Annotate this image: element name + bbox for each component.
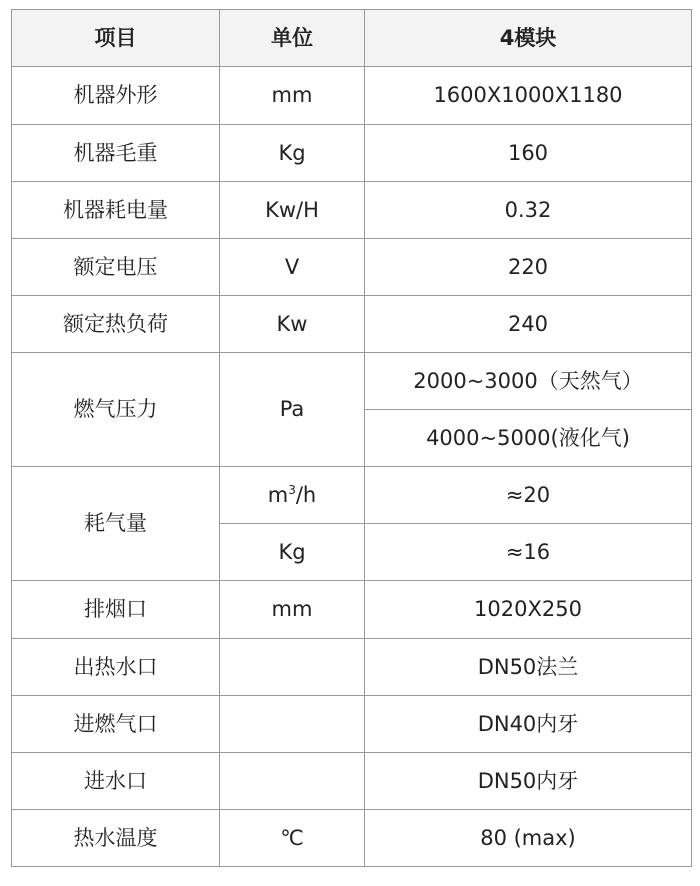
header-item: 项目 [12, 10, 220, 67]
row-value: 220 [365, 239, 692, 296]
table-row [12, 639, 692, 696]
row-item-gas-pressure: 燃气压力 [12, 353, 220, 467]
row-item-gas-consumption: 耗气量 [12, 467, 220, 581]
row-item: 额定电压 [12, 239, 220, 296]
row-unit: Kw [220, 296, 365, 353]
row-value: 80 (max) [365, 810, 692, 867]
table-row [12, 753, 692, 810]
row-value: 160 [365, 125, 692, 182]
row-item: 机器外形 [12, 67, 220, 125]
row-unit: ℃ [220, 810, 365, 867]
row-unit-m3h [220, 467, 365, 524]
row-value: 1600X1000X1180 [365, 67, 692, 125]
unit-base: m [267, 482, 289, 507]
table-row [12, 581, 692, 639]
table-row [12, 125, 692, 182]
row-value: ≈16 [365, 524, 692, 581]
row-value: DN40内牙 [365, 696, 692, 753]
row-item: 额定热负荷 [12, 296, 220, 353]
row-value: 0.32 [365, 182, 692, 239]
table-row [12, 696, 692, 753]
row-unit: V [220, 239, 365, 296]
row-value: ≈20 [365, 467, 692, 524]
spec-table [11, 9, 692, 867]
table-header-row [12, 10, 692, 67]
row-unit [220, 639, 365, 696]
row-value: 1020X250 [365, 581, 692, 639]
row-unit [220, 753, 365, 810]
row-item: 进水口 [12, 753, 220, 810]
table-row [12, 67, 692, 125]
row-value: DN50内牙 [365, 753, 692, 810]
row-unit: Kg [220, 125, 365, 182]
row-value: 240 [365, 296, 692, 353]
row-item: 排烟口 [12, 581, 220, 639]
row-unit: Kw/H [220, 182, 365, 239]
row-value-natural-gas: 2000~3000（天然气） [365, 353, 692, 410]
row-unit-gas-pressure: Pa [220, 353, 365, 467]
row-item: 机器毛重 [12, 125, 220, 182]
table-row [12, 182, 692, 239]
table-row [12, 296, 692, 353]
row-unit: Kg [220, 524, 365, 581]
row-item: 热水温度 [12, 810, 220, 867]
header-unit: 单位 [220, 10, 365, 67]
row-item: 进燃气口 [12, 696, 220, 753]
row-item: 机器耗电量 [12, 182, 220, 239]
row-unit: mm [220, 67, 365, 125]
row-unit [220, 696, 365, 753]
unit-tail: /h [295, 482, 317, 507]
row-item: 出热水口 [12, 639, 220, 696]
unit-superscript: 3 [288, 482, 296, 497]
row-value: DN50法兰 [365, 639, 692, 696]
table-row [12, 353, 692, 410]
table-row [12, 467, 692, 524]
header-model: 4模块 [365, 10, 692, 67]
row-unit: mm [220, 581, 365, 639]
row-value-lpg: 4000~5000(液化气) [365, 410, 692, 467]
table-row [12, 239, 692, 296]
table-row [12, 810, 692, 867]
